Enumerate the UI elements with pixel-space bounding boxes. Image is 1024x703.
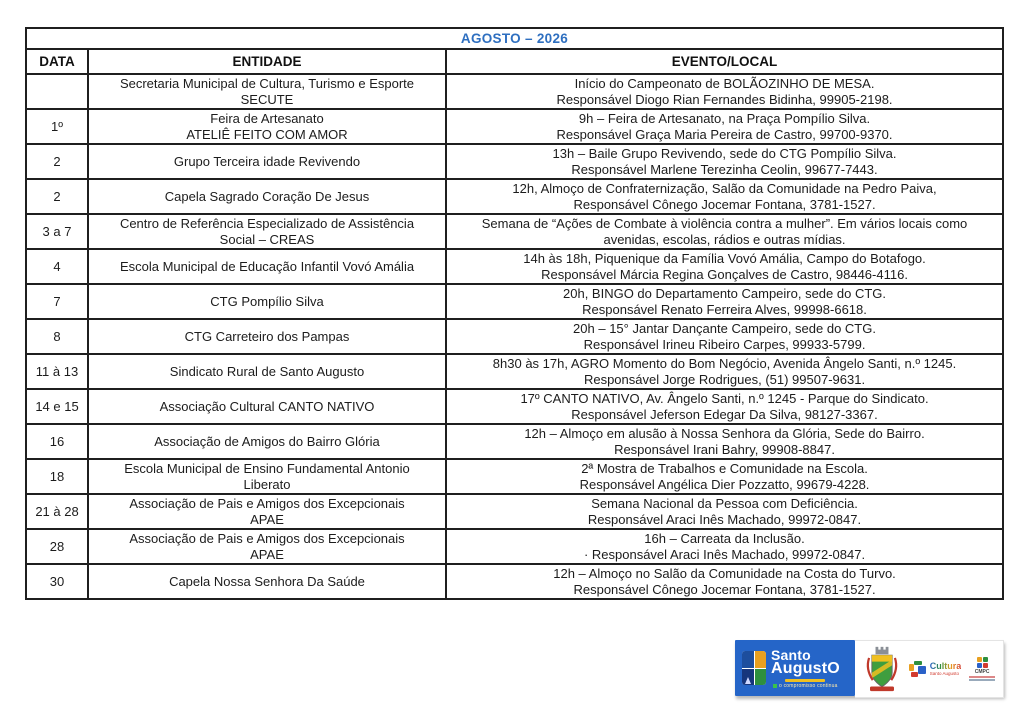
date-cell: 18 (26, 459, 88, 494)
santo-augusto-tagline: o compromisso continua (779, 682, 838, 689)
column-header-evento-local: EVENTO/LOCAL (446, 49, 1003, 74)
entity-cell: Escola Municipal de Ensino Fundamental Antonio Liberato (88, 459, 446, 494)
date-cell: 2 (26, 179, 88, 214)
cultura-logo (909, 661, 962, 677)
table-row (26, 354, 1003, 389)
entity-cell: Capela Nossa Senhora Da Saúde (88, 564, 446, 599)
event-cell: Semana de “Ações de Combate à violência contra a mulher”. Em vários locais como avenidas, escolas, rádios e outras mídias. (446, 214, 1003, 249)
table-row (26, 319, 1003, 354)
date-cell: 8 (26, 319, 88, 354)
table-row (26, 214, 1003, 249)
cmpc-label: CMPC (974, 668, 990, 675)
cmpc-icon (977, 657, 988, 668)
event-cell: 20h – 15° Jantar Dançante Campeiro, sede do CTG. Responsável Irineu Ribeiro Carpes, 99933-5799. (446, 319, 1003, 354)
date-cell: 11 à 13 (26, 354, 88, 389)
event-cell: 14h às 18h, Piquenique da Família Vovó Amália, Campo do Botafogo. Responsável Márcia Regina Gonçalves de Castro, 98446-4116. (446, 249, 1003, 284)
cultura-label: Cultura (929, 660, 962, 671)
event-cell: Semana Nacional da Pessoa com Deficiência. Responsável Araci Inês Machado, 99972-0847. (446, 494, 1003, 529)
cultura-sublabel: Santo Augusto (929, 670, 960, 676)
date-cell: 21 à 28 (26, 494, 88, 529)
table-row (26, 494, 1003, 529)
entity-cell: Centro de Referência Especializado de Assistência Social – CREAS (88, 214, 446, 249)
entity-cell: Associação de Pais e Amigos dos Excepcionais APAE (88, 494, 446, 529)
entity-cell: CTG Pompílio Silva (88, 284, 446, 319)
month-title: AGOSTO – 2026 (26, 28, 1003, 49)
event-cell: 20h, BINGO do Departamento Campeiro, sede do CTG. Responsável Renato Ferreira Alves, 99998-6618. (446, 284, 1003, 319)
gold-bar-decoration (785, 679, 825, 682)
event-cell: 8h30 às 17h, AGRO Momento do Bom Negócio, Avenida Ângelo Santi, n.º 1245. Responsável Jorge Rodrigues, (51) 99507-9631. (446, 354, 1003, 389)
cmpc-logo (969, 657, 995, 682)
date-cell: 1º (26, 109, 88, 144)
table-row (26, 424, 1003, 459)
entity-cell: Grupo Terceira idade Revivendo (88, 144, 446, 179)
date-cell: 14 e 15 (26, 389, 88, 424)
entity-cell: Sindicato Rural de Santo Augusto (88, 354, 446, 389)
table-header-row (26, 49, 1003, 74)
table-row (26, 529, 1003, 564)
event-cell: 13h – Baile Grupo Revivendo, sede do CTG Pompílio Silva. Responsável Marlene Terezinha Ceolin, 99677-7443. (446, 144, 1003, 179)
entity-cell: CTG Carreteiro dos Pampas (88, 319, 446, 354)
event-cell: 17º CANTO NATIVO, Av. Ângelo Santi, n.º 1245 - Parque do Sindicato. Responsável Jeferson Edegar Da Silva, 98127-3367. (446, 389, 1003, 424)
municipal-coat-of-arms-icon (863, 645, 901, 693)
event-cell: 12h – Almoço no Salão da Comunidade na Costa do Turvo. Responsável Cônego Jocemar Fontana, 3781-1527. (446, 564, 1003, 599)
santo-augusto-wordmark (771, 648, 840, 689)
entity-cell: Capela Sagrado Coração De Jesus (88, 179, 446, 214)
green-bullet-icon (773, 684, 777, 688)
table-row (26, 249, 1003, 284)
entity-cell: Secretaria Municipal de Cultura, Turismo e Esporte SECUTE (88, 74, 446, 109)
event-cell: 2ª Mostra de Trabalhos e Comunidade na Escola. Responsável Angélica Dier Pozzatto, 99679-4228. (446, 459, 1003, 494)
entity-cell: Associação de Pais e Amigos dos Excepcionais APAE (88, 529, 446, 564)
events-table (25, 27, 1004, 600)
date-cell: 28 (26, 529, 88, 564)
date-cell: 2 (26, 144, 88, 179)
date-cell: 30 (26, 564, 88, 599)
table-row (26, 284, 1003, 319)
table-row (26, 74, 1003, 109)
date-cell: 4 (26, 249, 88, 284)
date-cell: 7 (26, 284, 88, 319)
footer-logo-strip (735, 640, 1004, 696)
date-cell: 16 (26, 424, 88, 459)
santo-augusto-emblem-icon (742, 651, 766, 685)
event-cell: 12h, Almoço de Confraternização, Salão da Comunidade na Pedro Paiva, Responsável Cônego Jocemar Fontana, 3781-1527. (446, 179, 1003, 214)
events-table-body (26, 74, 1003, 599)
entity-cell: Escola Municipal de Educação Infantil Vovó Amália (88, 249, 446, 284)
santo-augusto-name-line2: AugustO (771, 659, 840, 677)
date-cell (26, 74, 88, 109)
event-cell: Início do Campeonato de BOLÃOZINHO DE MESA. Responsável Diogo Rian Fernandes Bidinha, 99905-2198. (446, 74, 1003, 109)
table-row (26, 144, 1003, 179)
event-cell: 12h – Almoço em alusão à Nossa Senhora da Glória, Sede do Bairro. Responsável Irani Bahry, 99908-8847. (446, 424, 1003, 459)
event-cell: 16h – Carreata da Inclusão. · Responsável Araci Inês Machado, 99972-0847. (446, 529, 1003, 564)
secondary-logos-panel (855, 640, 1004, 698)
table-row (26, 109, 1003, 144)
cultura-icon (909, 661, 927, 677)
santo-augusto-name-line1: Santo (771, 646, 811, 663)
event-cell: 9h – Feira de Artesanato, na Praça Pompílio Silva. Responsável Graça Maria Pereira de Castro, 99700-9370. (446, 109, 1003, 144)
santo-augusto-logo (735, 640, 855, 696)
entity-cell: Associação de Amigos do Bairro Glória (88, 424, 446, 459)
table-title-row (26, 28, 1003, 49)
table-row (26, 459, 1003, 494)
entity-cell: Feira de Artesanato ATELIÊ FEITO COM AMOR (88, 109, 446, 144)
cmpc-fine-print-decoration (969, 676, 995, 682)
column-header-data: DATA (26, 49, 88, 74)
date-cell: 3 a 7 (26, 214, 88, 249)
table-row (26, 389, 1003, 424)
table-row (26, 564, 1003, 599)
column-header-entidade: ENTIDADE (88, 49, 446, 74)
entity-cell: Associação Cultural CANTO NATIVO (88, 389, 446, 424)
table-row (26, 179, 1003, 214)
